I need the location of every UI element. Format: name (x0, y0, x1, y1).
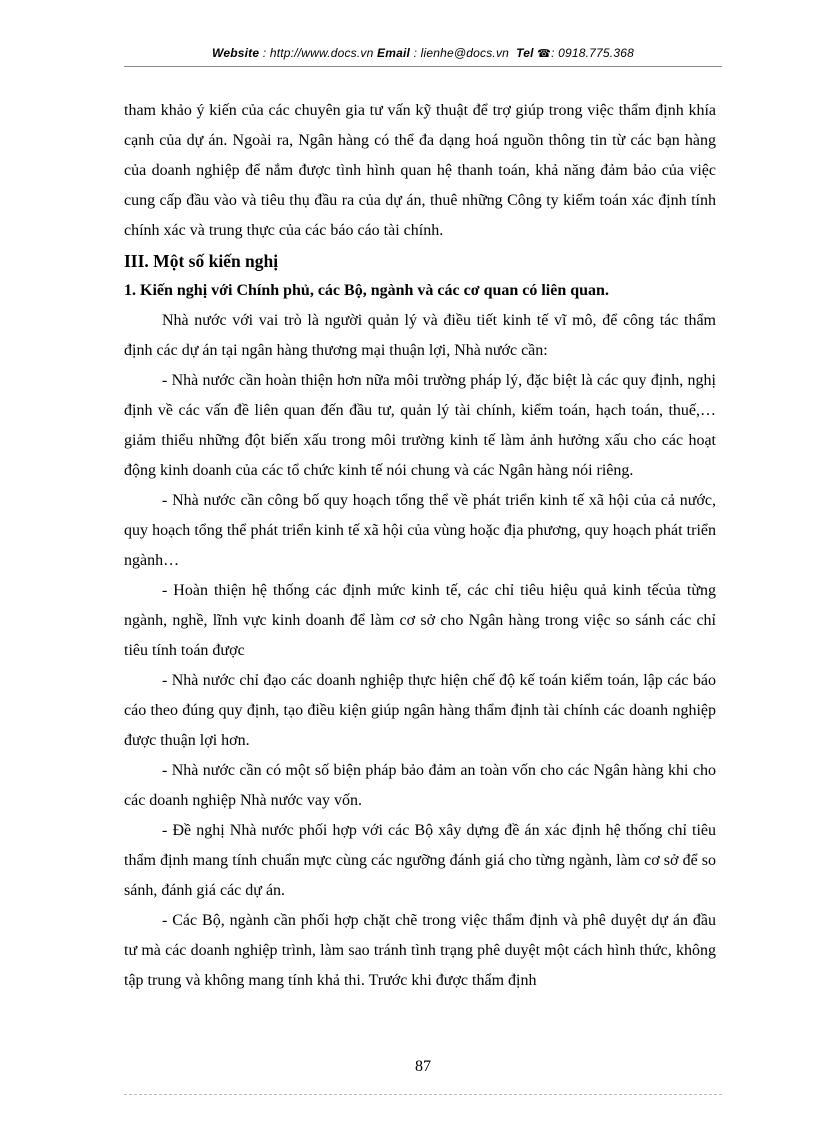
list-item-accounting-regime: - Nhà nước chỉ đạo các doanh nghiệp thực hiện chế độ kế toán kiểm toán, lập các báo cáo theo đúng quy định, tạo điều kiện giúp ngân hàng thẩm định tài chính các doanh nghiệp được thuận lợi hơn. (124, 672, 716, 749)
list-item-master-plan: - Nhà nước cần công bố quy hoạch tổng thể về phát triển kinh tế xã hội của cả nước, quy hoạch tổng thể phát triển kinh tế xã hội của vùng hoặc địa phương, quy hoạch phát triển ngành… (124, 492, 716, 569)
website-url[interactable]: http://www.docs.vn (269, 46, 374, 60)
page-number: 87 (415, 1058, 431, 1075)
tel-label: Tel (516, 46, 534, 60)
website-separator: : (259, 46, 270, 60)
subsection-heading: 1. Kiến nghị với Chính phủ, các Bộ, ngành và các cơ quan có liên quan. (124, 282, 609, 299)
list-item-ministry-coordination: - Các Bộ, ngành cần phối hợp chặt chẽ trong việc thẩm định và phê duyệt dự án đầu tư mà các doanh nghiệp trình, làm sao tránh tình trạng phê duyệt một cách hình thức, không tập trung và không mang tính khả thi. Trước khi được thẩm định (124, 912, 716, 989)
section-heading: III. Một số kiến nghị (124, 251, 279, 271)
list-item-capital-safety: - Nhà nước cần có một số biện pháp bảo đảm an toàn vốn cho các Ngân hàng khi cho các doanh nghiệp Nhà nước vay vốn. (124, 762, 716, 809)
list-item-appraisal-indicators: - Đề nghị Nhà nước phối hợp với các Bộ xây dựng đề án xác định hệ thống chỉ tiêu thẩm định mang tính chuẩn mực cùng các ngưỡng đánh giá cho từng ngành, làm cơ sở để so sánh, đánh giá các dự án. (124, 822, 716, 899)
footer-divider (124, 1094, 722, 1095)
telephone-icon: ☎ (537, 48, 552, 60)
tel-value: : 0918.775.368 (551, 46, 634, 60)
paragraph-continuation: tham khảo ý kiến của các chuyên gia tư vấn kỹ thuật để trợ giúp trong việc thẩm định khía cạnh của dự án. Ngoài ra, Ngân hàng có thể đa dạng hoá nguồn thông tin từ các bạn hàng của doanh nghiệp để nắm được tình hình quan hệ thanh toán, khả năng đảm bảo của việc cung cấp đầu vào và tiêu thụ đầu ra của dự án, thuê những Công ty kiểm toán xác định tính chính xác và trung thực của các báo cáo tài chính. (124, 102, 716, 239)
document-body (124, 96, 716, 996)
list-item-economic-norms: - Hoàn thiện hệ thống các định mức kinh tế, các chỉ tiêu hiệu quả kinh tếcủa từng ngành, nghề, lĩnh vực kinh doanh để làm cơ sở cho Ngân hàng trong việc so sánh các chỉ tiêu tính toán được (124, 582, 716, 659)
email-label: Email (377, 46, 411, 60)
email-value[interactable]: lienhe@docs.vn (420, 46, 510, 60)
header-divider (124, 66, 722, 67)
website-label: Website (212, 46, 260, 60)
page-header (124, 46, 722, 60)
paragraph-intro: Nhà nước với vai trò là người quản lý và điều tiết kinh tế vĩ mô, để công tác thẩm định các dự án tại ngân hàng thương mại thuận lợi, Nhà nước cần: (124, 312, 716, 359)
list-item-legal-environment: - Nhà nước cần hoàn thiện hơn nữa môi trường pháp lý, đặc biệt là các quy định, nghị định về các vấn đề liên quan đến đầu tư, quản lý tài chính, kiểm toán, hạch toán, thuế,… giảm thiểu những đột biến xấu trong môi trường kinh tế làm ảnh hưởng xấu cho các hoạt động kinh doanh của các tổ chức kinh tế nói chung và các Ngân hàng nói riêng. (124, 372, 716, 479)
email-separator: : (410, 46, 421, 60)
